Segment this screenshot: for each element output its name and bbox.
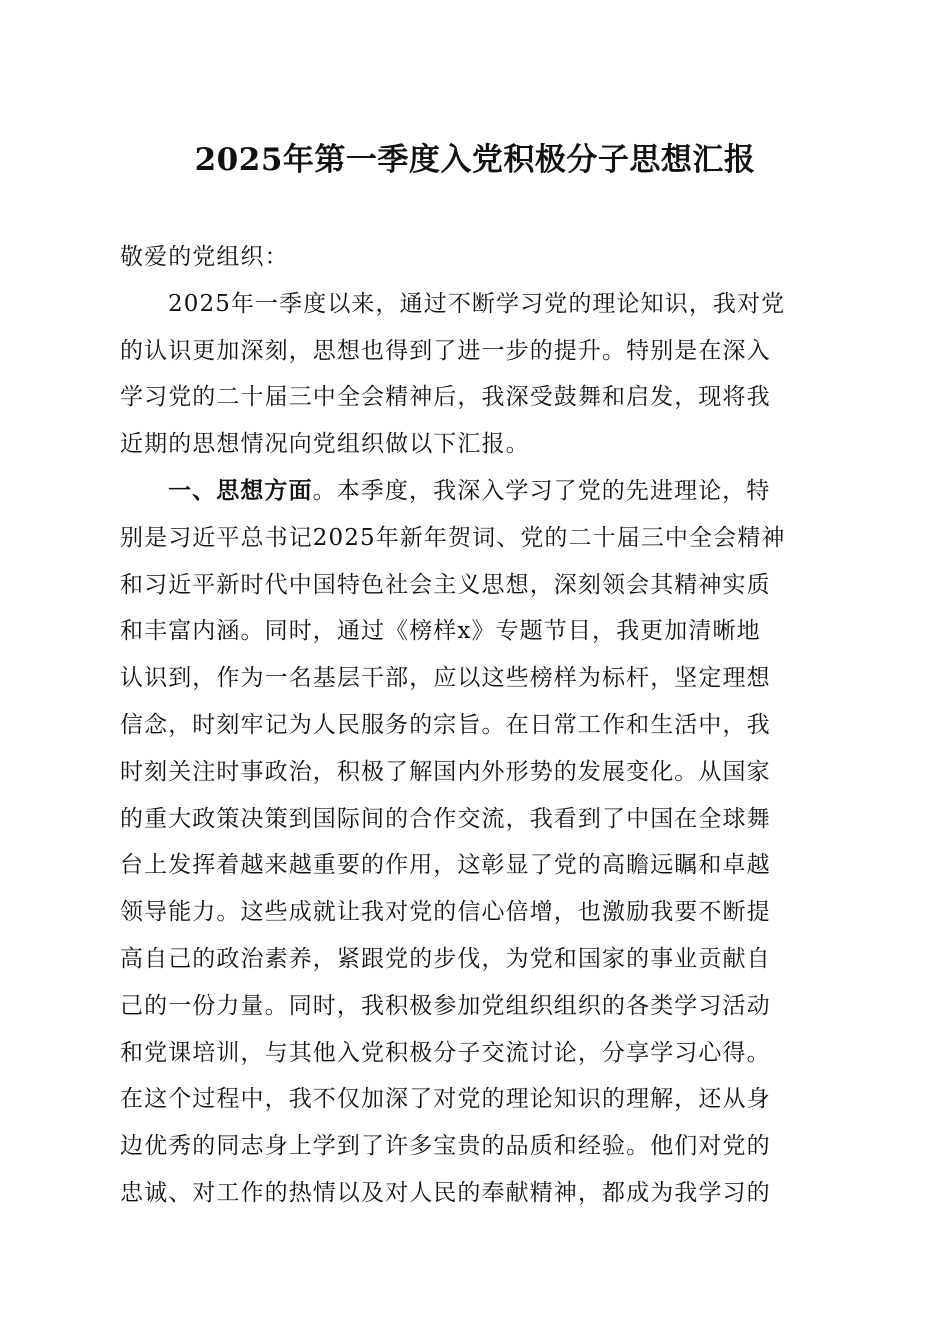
paragraph-line: 别是习近平总书记2025年新年贺词、党的二十届三中全会精神 (120, 524, 786, 551)
paragraph-line: 学习党的二十届三中全会精神后，我深受鼓舞和启发，现将我 (120, 384, 771, 411)
section-heading: 一、思想方面 (168, 477, 313, 504)
paragraph-line: 和党课培训，与其他入党积极分子交流讨论，分享学习心得。 (120, 1039, 771, 1066)
paragraph-line: 台上发挥着越来越重要的作用，这彰显了党的高瞻远瞩和卓越 (120, 852, 771, 879)
paragraph-line: 认识到，作为一名基层干部，应以这些榜样为标杆，坚定理想 (120, 665, 771, 692)
paragraph-line: 高自己的政治素养，紧跟党的步伐，为党和国家的事业贡献自 (120, 945, 771, 972)
paragraph-line: 忠诚、对工作的热情以及对人民的奉献精神，都成为我学习的 (120, 1179, 771, 1206)
paragraph-line: 己的一份力量。同时，我积极参加党组织组织的各类学习活动 (120, 992, 771, 1019)
paragraph-line: 的认识更加深刻，思想也得到了进一步的提升。特别是在深入 (120, 337, 771, 364)
section-thought-paragraph (120, 468, 824, 1217)
paragraph-line: 一、思想方面。本季度，我深入学习了党的先进理论，特 (168, 477, 771, 504)
paragraph-line: 和习近平新时代中国特色社会主义思想，深刻领会其精神实质 (120, 571, 771, 598)
paragraph-line: 近期的思想情况向党组织做以下汇报。 (120, 431, 530, 458)
intro-paragraph (120, 281, 824, 468)
salutation: 敬爱的党组织： (120, 244, 289, 270)
document-title: 2025年第一季度入党积极分子思想汇报 (194, 142, 756, 178)
paragraph-line: 和丰富内涵。同时，通过《榜样x》专题节目，我更加清晰地 (120, 618, 761, 645)
paragraph-line: 2025年一季度以来，通过不断学习党的理论知识，我对党 (168, 290, 786, 317)
paragraph-line: 时刻关注时事政治，积极了解国内外形势的发展变化。从国家 (120, 758, 771, 785)
paragraph-line: 领导能力。这些成就让我对党的信心倍增，也激励我要不断提 (120, 899, 771, 926)
paragraph-line: 信念，时刻牢记为人民服务的宗旨。在日常工作和生活中，我 (120, 711, 771, 738)
paragraph-line: 在这个过程中，我不仅加深了对党的理论知识的理解，还从身 (120, 1086, 771, 1113)
paragraph-line: 边优秀的同志身上学到了许多宝贵的品质和经验。他们对党的 (120, 1133, 771, 1160)
paragraph-line: 的重大政策决策到国际间的合作交流，我看到了中国在全球舞 (120, 805, 771, 832)
document-body (120, 234, 824, 1217)
